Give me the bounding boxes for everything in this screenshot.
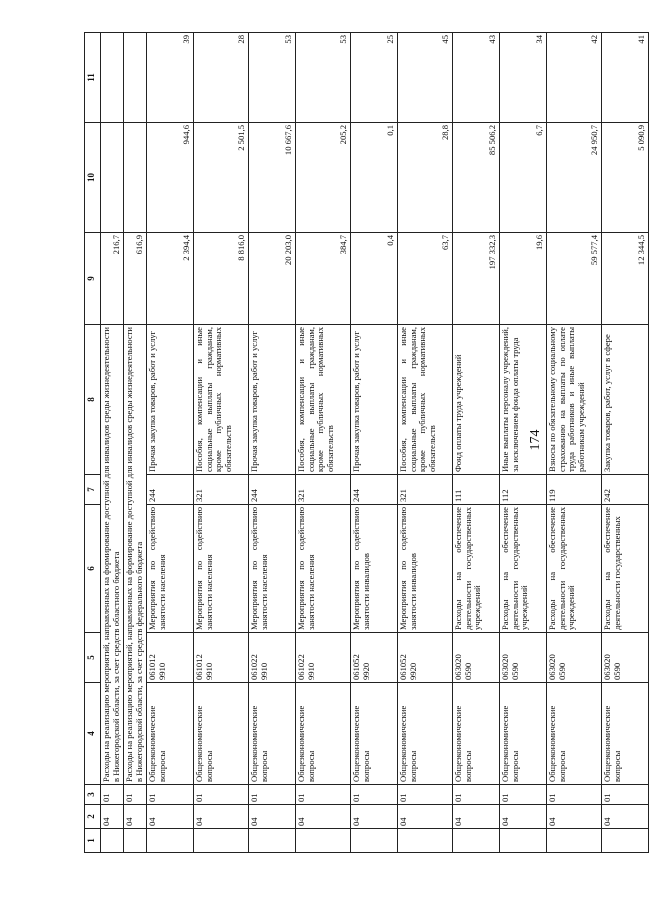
cell-subsection: 01	[249, 785, 296, 805]
cell-target-code: 063020 0590	[602, 633, 649, 683]
cell-function-name: Общеэкономические вопросы	[147, 683, 194, 785]
cell-target-code: 063020 0590	[547, 633, 602, 683]
cell-section: 04	[249, 805, 296, 829]
cell-col1-empty	[351, 829, 398, 853]
cell-percent: 41	[602, 33, 649, 123]
cell-section: 04	[398, 805, 453, 829]
cell-subsection: 01	[500, 785, 547, 805]
cell-percent: 45	[398, 33, 453, 123]
cell-section: 04	[547, 805, 602, 829]
cell-function-name: Общеэкономические вопросы	[547, 683, 602, 785]
cell-target-code: 061052 9920	[398, 633, 453, 683]
cell-expense-name: Расходы на обеспечение деятельности государственных	[602, 505, 649, 633]
column-header-4: 4	[85, 683, 101, 785]
cell-expense-name: Мероприятия по содействию занятости инвалидов	[351, 505, 398, 633]
cell-expense-type-name: Иные выплаты персоналу учреждений, за исключением фонда оплаты труда	[500, 325, 547, 475]
cell-actual-amount: 28,8	[398, 123, 453, 233]
cell-expense-type-name: Прочая закупка товаров, работ и услуг	[147, 325, 194, 475]
cell-expense-type-code: 244	[249, 475, 296, 505]
cell-actual-amount: 10 667,6	[249, 123, 296, 233]
cell-program-title: Расходы на реализацию мероприятий, направленных на формирование доступной для инвалидов среды жизнедеятельности в Нижегородской области, за счет средств областного бюджета	[101, 325, 124, 785]
cell-target-code: 063020 0590	[453, 633, 500, 683]
cell-actual-amount: 205,2	[296, 123, 351, 233]
cell-percent: 39	[147, 33, 194, 123]
cell-col1-empty	[453, 829, 500, 853]
page-number: 174	[528, 429, 543, 451]
cell-target-code: 061012 9910	[194, 633, 249, 683]
table-body	[101, 33, 649, 853]
cell-plan-amount: 12 344,5	[602, 233, 649, 325]
cell-subsection: 01	[602, 785, 649, 805]
header-row	[85, 33, 101, 853]
cell-percent: 25	[351, 33, 398, 123]
cell-actual-amount: 0,1	[351, 123, 398, 233]
cell-plan-amount: 0,4	[351, 233, 398, 325]
cell-percent	[101, 33, 124, 123]
table-row	[249, 33, 296, 853]
cell-col1-empty	[194, 829, 249, 853]
cell-col1-empty	[602, 829, 649, 853]
cell-function-name: Общеэкономические вопросы	[249, 683, 296, 785]
cell-section: 04	[351, 805, 398, 829]
cell-target-code: 061022 9910	[296, 633, 351, 683]
cell-function-name: Общеэкономические вопросы	[602, 683, 649, 785]
cell-subsection: 01	[398, 785, 453, 805]
cell-function-name: Общеэкономические вопросы	[500, 683, 547, 785]
cell-expense-name: Расходы на обеспечение деятельности государственных учреждений	[547, 505, 602, 633]
column-header-2: 2	[85, 805, 101, 829]
cell-function-name: Общеэкономические вопросы	[351, 683, 398, 785]
table-row	[147, 33, 194, 853]
cell-col1-empty	[398, 829, 453, 853]
cell-target-code: 061012 9910	[147, 633, 194, 683]
cell-target-code: 061052 9920	[351, 633, 398, 683]
cell-section: 04	[194, 805, 249, 829]
cell-expense-type-name: Взносы по обязательному социальному страхованию на выплаты по оплате труда работников и иные выплаты работникам учреждений	[547, 325, 602, 475]
column-header-7: 7	[85, 475, 101, 505]
cell-actual-amount: 24 950,7	[547, 123, 602, 233]
cell-expense-name: Расходы на обеспечение деятельности государственных учреждений	[500, 505, 547, 633]
cell-section: 04	[124, 805, 147, 829]
cell-col1-empty	[101, 829, 124, 853]
cell-expense-type-name: Прочая закупка товаров, работ и услуг	[249, 325, 296, 475]
cell-function-name: Общеэкономические вопросы	[194, 683, 249, 785]
cell-section: 04	[296, 805, 351, 829]
cell-subsection: 01	[101, 785, 124, 805]
cell-percent	[124, 33, 147, 123]
cell-subsection: 01	[453, 785, 500, 805]
cell-actual-amount: 6,7	[500, 123, 547, 233]
cell-percent: 53	[296, 33, 351, 123]
cell-expense-type-code: 119	[547, 475, 602, 505]
cell-col1-empty	[547, 829, 602, 853]
rotated-table-wrapper	[84, 33, 647, 853]
cell-plan-amount: 2 394,4	[147, 233, 194, 325]
table-row	[453, 33, 500, 853]
cell-program-title: Расходы на реализацию мероприятий, направленных на формирование доступной для инвалидов среды жизнедеятельности в Нижегородской области, за счет средств федерального бюджета	[124, 325, 147, 785]
table-row	[296, 33, 351, 853]
column-header-8: 8	[85, 325, 101, 475]
cell-section: 04	[453, 805, 500, 829]
cell-percent: 53	[249, 33, 296, 123]
cell-plan-amount: 59 577,4	[547, 233, 602, 325]
cell-section: 04	[602, 805, 649, 829]
cell-expense-type-name: Пособия, компенсации и иные социальные выплаты гражданам, кроме публичных нормативных обязательств	[398, 325, 453, 475]
cell-actual-amount: 944,6	[147, 123, 194, 233]
cell-expense-type-code: 242	[602, 475, 649, 505]
cell-expense-type-name: Пособия, компенсации и иные социальные выплаты гражданам, кроме публичных нормативных обязательств	[194, 325, 249, 475]
cell-expense-type-code: 244	[147, 475, 194, 505]
cell-plan-amount: 616,9	[124, 233, 147, 325]
table-row	[124, 33, 147, 853]
cell-plan-amount: 197 332,3	[453, 233, 500, 325]
cell-expense-type-name: Закупка товаров, работ, услуг в сфере	[602, 325, 649, 475]
cell-expense-name: Мероприятия по содействию занятости населения	[194, 505, 249, 633]
cell-expense-type-code: 321	[398, 475, 453, 505]
cell-expense-name: Мероприятия по содействию занятости населения	[249, 505, 296, 633]
cell-target-code: 063020 0590	[500, 633, 547, 683]
cell-actual-amount: 2 501,5	[194, 123, 249, 233]
column-header-5: 5	[85, 633, 101, 683]
cell-percent: 43	[453, 33, 500, 123]
cell-expense-name: Мероприятия по содействию занятости населения	[296, 505, 351, 633]
cell-expense-type-code: 321	[296, 475, 351, 505]
column-header-9: 9	[85, 233, 101, 325]
cell-plan-amount: 8 816,0	[194, 233, 249, 325]
budget-table	[84, 32, 649, 853]
table-row	[351, 33, 398, 853]
cell-section: 04	[147, 805, 194, 829]
cell-col1-empty	[249, 829, 296, 853]
cell-function-name: Общеэкономические вопросы	[398, 683, 453, 785]
cell-function-name: Общеэкономические вопросы	[296, 683, 351, 785]
cell-actual-amount	[101, 123, 124, 233]
cell-expense-type-code: 321	[194, 475, 249, 505]
cell-actual-amount: 85 506,2	[453, 123, 500, 233]
cell-expense-name: Мероприятия по содействию занятости населения	[147, 505, 194, 633]
cell-target-code: 061022 9910	[249, 633, 296, 683]
cell-plan-amount: 63,7	[398, 233, 453, 325]
table-row	[398, 33, 453, 853]
cell-subsection: 01	[147, 785, 194, 805]
cell-expense-type-name: Пособия, компенсации и иные социальные выплаты гражданам, кроме публичных нормативных обязательств	[296, 325, 351, 475]
cell-plan-amount: 19,6	[500, 233, 547, 325]
cell-subsection: 01	[547, 785, 602, 805]
cell-subsection: 01	[351, 785, 398, 805]
cell-col1-empty	[124, 829, 147, 853]
cell-subsection: 01	[124, 785, 147, 805]
cell-col1-empty	[500, 829, 547, 853]
cell-expense-name: Мероприятия по содействию занятости инвалидов	[398, 505, 453, 633]
cell-percent: 34	[500, 33, 547, 123]
table-row	[547, 33, 602, 853]
cell-subsection: 01	[194, 785, 249, 805]
cell-percent: 28	[194, 33, 249, 123]
cell-expense-type-code: 244	[351, 475, 398, 505]
cell-col1-empty	[296, 829, 351, 853]
cell-section: 04	[500, 805, 547, 829]
cell-actual-amount: 5 090,9	[602, 123, 649, 233]
cell-function-name: Общеэкономические вопросы	[453, 683, 500, 785]
table-row	[500, 33, 547, 853]
cell-plan-amount: 20 203,0	[249, 233, 296, 325]
column-header-10: 10	[85, 123, 101, 233]
cell-expense-name: Расходы на обеспечение деятельности государственных учреждений	[453, 505, 500, 633]
column-header-3: 3	[85, 785, 101, 805]
cell-expense-type-name: Прочая закупка товаров, работ и услуг	[351, 325, 398, 475]
cell-actual-amount	[124, 123, 147, 233]
cell-plan-amount: 384,7	[296, 233, 351, 325]
cell-subsection: 01	[296, 785, 351, 805]
table-rotation-frame	[84, 33, 647, 853]
table-row	[194, 33, 249, 853]
cell-expense-type-code: 112	[500, 475, 547, 505]
cell-plan-amount: 216,7	[101, 233, 124, 325]
table-row	[602, 33, 649, 853]
cell-col1-empty	[147, 829, 194, 853]
column-header-1: 1	[85, 829, 101, 853]
cell-section: 04	[101, 805, 124, 829]
cell-percent: 42	[547, 33, 602, 123]
column-header-6: 6	[85, 505, 101, 633]
table-row	[101, 33, 124, 853]
cell-expense-type-name: Фонд оплаты труда учреждений	[453, 325, 500, 475]
column-header-11: 11	[85, 33, 101, 123]
cell-expense-type-code: 111	[453, 475, 500, 505]
